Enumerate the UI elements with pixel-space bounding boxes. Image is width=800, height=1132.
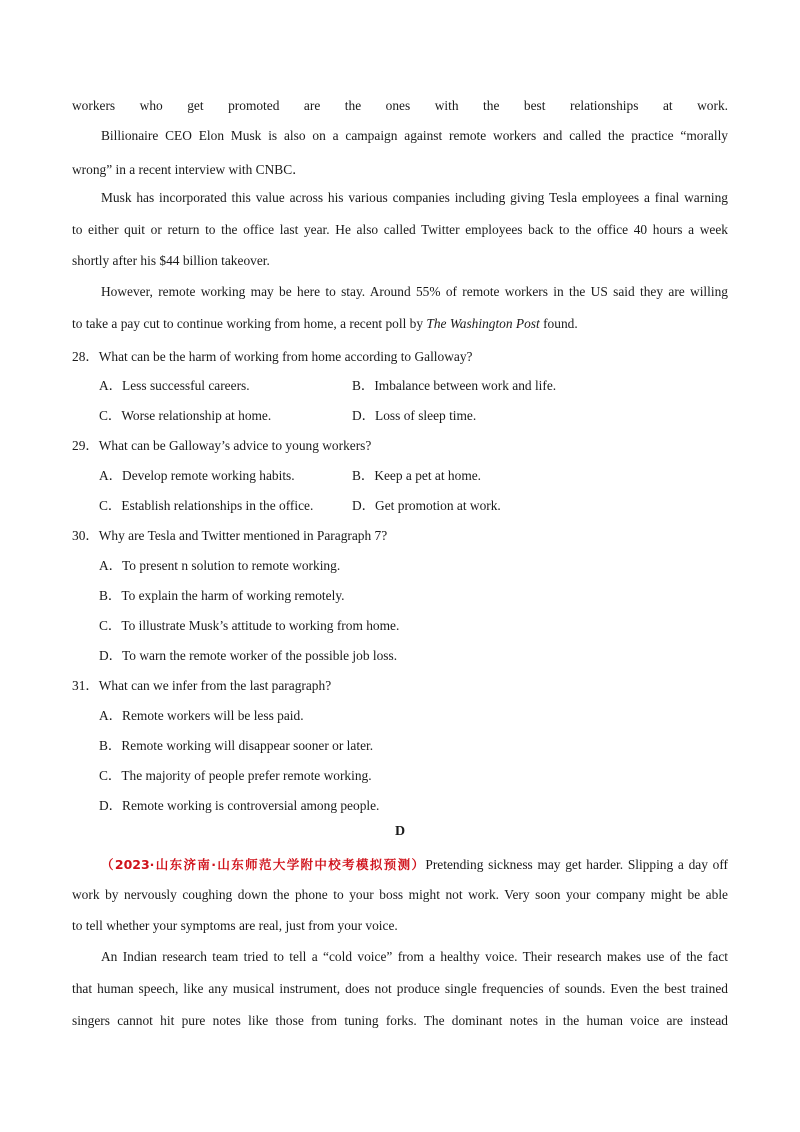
passage-line: workers who get promoted are the ones with the best relationships at work. — [72, 98, 728, 113]
passage-line: to either quit or return to the office last year. He also called Twitter employees back to the office 40 hours a week — [72, 222, 728, 237]
source-label: （2023·山东济南·山东师范大学附中校考模拟预测） — [101, 857, 426, 872]
option-d[interactable]: D．Get promotion at work. — [352, 498, 501, 513]
option-a[interactable]: A．Less successful careers. — [99, 378, 250, 393]
passage-line: Billionaire CEO Elon Musk is also on a campaign against remote workers and called the practice “morally — [101, 128, 728, 143]
passage-line: Musk has incorporated this value across his various companies including giving Tesla employees a final warning — [101, 190, 728, 205]
question-stem: 28．What can be the harm of working from home according to Galloway? — [72, 349, 473, 364]
passage-text: Pretending sickness may get harder. Slipping a day off — [425, 857, 728, 872]
passage-line: However, remote working may be here to stay. Around 55% of remote workers in the US said they are willing — [101, 284, 728, 299]
question-stem: 29．What can be Galloway’s advice to young workers? — [72, 438, 372, 453]
option-d[interactable]: D．Loss of sleep time. — [352, 408, 477, 423]
passage-line: shortly after his $44 billion takeover. — [72, 253, 270, 268]
publication-title: The Washington Post — [426, 316, 540, 331]
passage-text: found. — [543, 316, 578, 331]
option-c[interactable]: C．The majority of people prefer remote working. — [99, 768, 372, 783]
option-c[interactable]: C．Worse relationship at home. — [99, 408, 272, 423]
section-heading: D — [394, 824, 406, 839]
passage-line: to tell whether your symptoms are real, just from your voice. — [72, 918, 398, 933]
passage-line: that human speech, like any musical instrument, does not produce single frequencies of sounds. Even the best trained — [72, 981, 728, 996]
option-b[interactable]: B．Imbalance between work and life. — [352, 378, 557, 393]
option-d[interactable]: D．To warn the remote worker of the possible job loss. — [99, 648, 398, 663]
passage-text: to take a pay cut to continue working from home, a recent poll by — [72, 316, 424, 331]
passage-line: singers cannot hit pure notes like those from tuning forks. The dominant notes in the human voice are instead — [72, 1013, 728, 1028]
passage-line: work by nervously coughing down the phone to your boss might not work. Very soon your company might be able — [72, 887, 728, 902]
option-c[interactable]: C．Establish relationships in the office. — [99, 498, 314, 513]
passage-line: wrong” in a recent interview with CNBC． — [72, 162, 306, 177]
question-stem: 31．What can we infer from the last paragraph? — [72, 678, 332, 693]
passage-line — [101, 855, 728, 873]
option-a[interactable]: A．To present n solution to remote working. — [99, 558, 341, 573]
option-b[interactable]: B．To explain the harm of working remotely. — [99, 588, 345, 603]
option-a[interactable]: A．Develop remote working habits. — [99, 468, 295, 483]
option-b[interactable]: B．Keep a pet at home. — [352, 468, 482, 483]
option-a[interactable]: A．Remote workers will be less paid. — [99, 708, 304, 723]
option-c[interactable]: C．To illustrate Musk’s attitude to working from home. — [99, 618, 400, 633]
passage-line — [72, 316, 728, 332]
option-b[interactable]: B．Remote working will disappear sooner or later. — [99, 738, 374, 753]
passage-line: An Indian research team tried to tell a “cold voice” from a healthy voice. Their research makes use of the fact — [101, 949, 728, 964]
question-stem: 30．Why are Tesla and Twitter mentioned in Paragraph 7? — [72, 528, 388, 543]
option-d[interactable]: D．Remote working is controversial among people. — [99, 798, 380, 813]
